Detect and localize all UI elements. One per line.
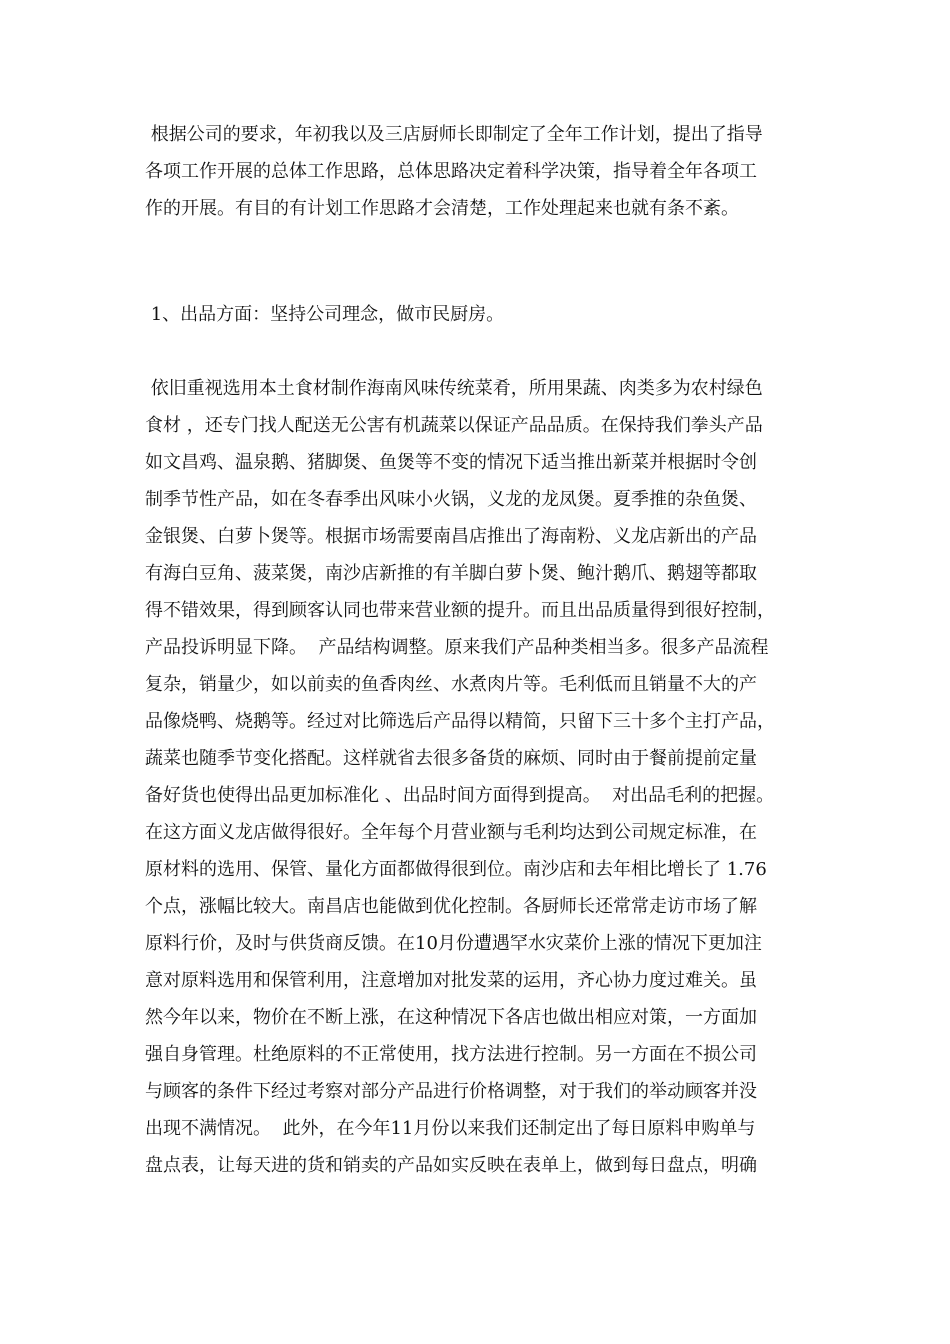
- text-line: 与顾客的条件下经过考察对部分产品进行价格调整，对于我们的举动顾客并没: [145, 1081, 757, 1102]
- text-line: 如文昌鸡、温泉鹅、猪脚煲、鱼煲等不变的情况下适当推出新菜并根据时令创: [145, 452, 757, 473]
- text-line: 依旧重视选用本土食材制作海南风味传统菜肴，所用果蔬、肉类多为农村绿色: [145, 378, 763, 399]
- text-line: 然今年以来，物价在不断上涨，在这种情况下各店也做出相应对策，一方面加: [145, 1007, 757, 1028]
- text-line: 作的开展。有目的有计划工作思路才会清楚，工作处理起来也就有条不紊。: [145, 198, 739, 219]
- section-heading: [145, 296, 815, 333]
- text-line: 食材 ，还专门找人配送无公害有机蔬菜以保证产品品质。在保持我们拳头产品: [145, 415, 763, 436]
- text-line: 原材料的选用、保管、量化方面都做得很到位。南沙店和去年相比增长了 1.76: [145, 859, 767, 880]
- text-line: 产品投诉明显下降。 产品结构调整。原来我们产品种类相当多。很多产品流程: [145, 637, 769, 658]
- text-line: 备好货也使得出品更加标准化 、出品时间方面得到提高。 对出品毛利的把握。: [145, 785, 775, 806]
- text-line: 制季节性产品，如在冬春季出风味小火锅，义龙的龙凤煲。夏季推的杂鱼煲、: [145, 489, 757, 510]
- heading-text: 1、出品方面：坚持公司理念，做市民厨房。: [145, 304, 505, 325]
- text-line: 各项工作开展的总体工作思路，总体思路决定着科学决策，指导着全年各项工: [145, 161, 757, 182]
- text-line: 根据公司的要求，年初我以及三店厨师长即制定了全年工作计划，提出了指导: [145, 124, 763, 145]
- text-line: 在这方面义龙店做得很好。全年每个月营业额与毛利均达到公司规定标准，在: [145, 822, 757, 843]
- text-line: 得不错效果，得到顾客认同也带来营业额的提升。而且出品质量得到很好控制，: [145, 600, 775, 621]
- text-line: 意对原料选用和保管利用，注意增加对批发菜的运用，齐心协力度过难关。虽: [145, 970, 757, 991]
- text-line: 盘点表，让每天进的货和销卖的产品如实反映在表单上，做到每日盘点，明确: [145, 1155, 757, 1176]
- text-line: 金银煲、白萝卜煲等。根据市场需要南昌店推出了海南粉、义龙店新出的产品: [145, 526, 757, 547]
- body-paragraph: [145, 370, 815, 1184]
- text-line: 复杂，销量少，如以前卖的鱼香肉丝、水煮肉片等。毛利低而且销量不大的产: [145, 674, 757, 695]
- text-line: 蔬菜也随季节变化搭配。这样就省去很多备货的麻烦、同时由于餐前提前定量: [145, 748, 757, 769]
- intro-paragraph: [145, 116, 815, 227]
- text-line: 品像烧鸭、烧鹅等。经过对比筛选后产品得以精简，只留下三十多个主打产品，: [145, 711, 775, 732]
- text-line: 个点，涨幅比较大。南昌店也能做到优化控制。各厨师长还常常走访市场了解: [145, 896, 757, 917]
- text-line: 出现不满情况。 此外，在今年11月份以来我们还制定出了每日原料申购单与: [145, 1118, 756, 1139]
- text-line: 有海白豆角、菠菜煲，南沙店新推的有羊脚白萝卜煲、鲍汁鹅爪、鹅翅等都取: [145, 563, 757, 584]
- text-line: 强自身管理。杜绝原料的不正常使用，找方法进行控制。另一方面在不损公司: [145, 1044, 757, 1065]
- text-line: 原料行价，及时与供货商反馈。在10月份遭遇罕水灾菜价上涨的情况下更加注: [145, 933, 762, 954]
